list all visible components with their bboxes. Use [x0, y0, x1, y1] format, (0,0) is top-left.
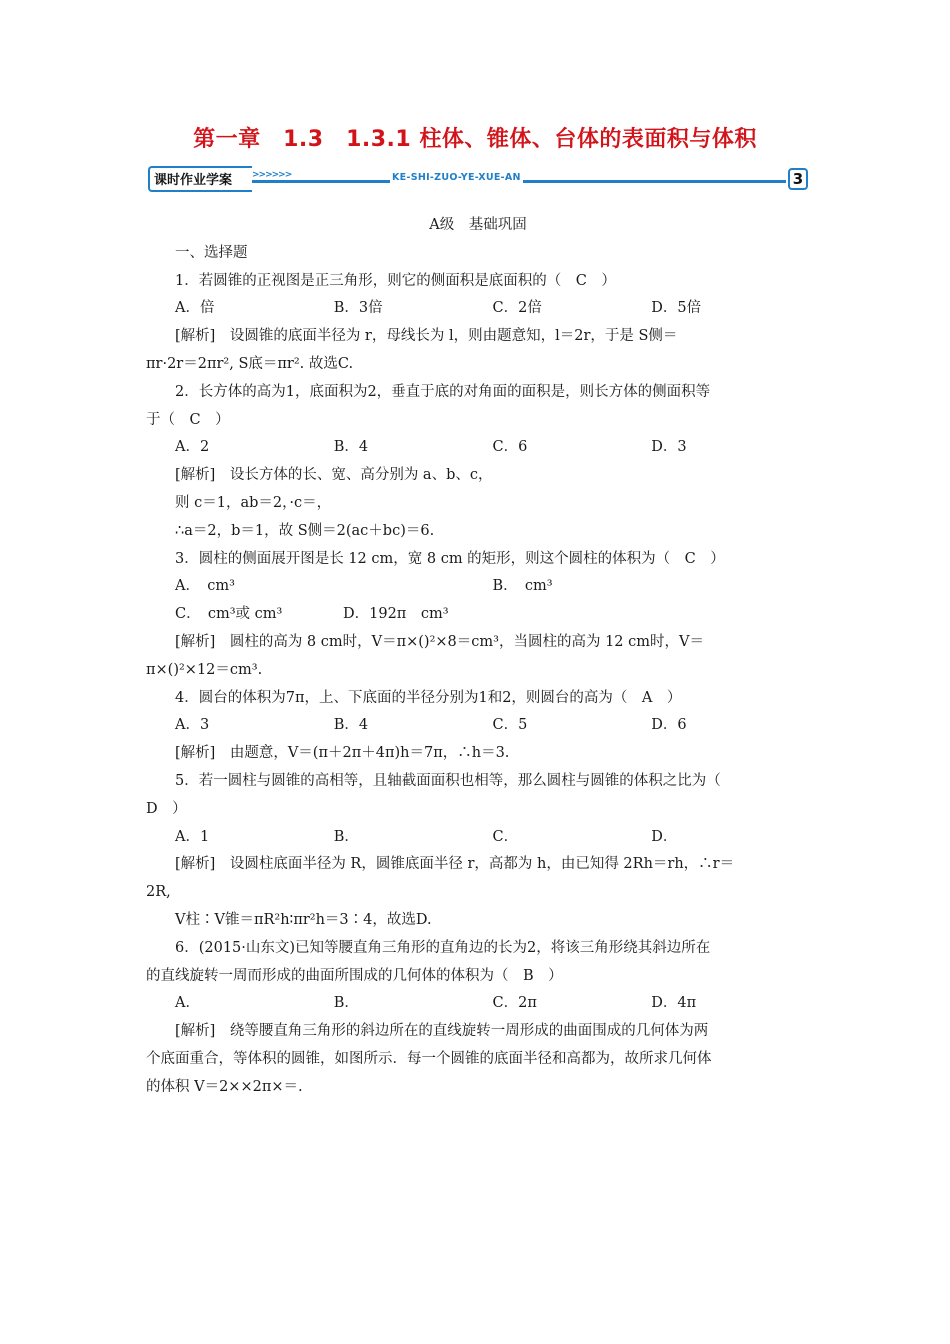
banner-number: 3: [788, 168, 808, 190]
option-c: C．2倍: [492, 300, 542, 317]
option-row: [146, 990, 810, 1018]
analysis-line: 个底面重合，等体积的圆锥，如图所示．每一个圆锥的底面半径和高都为，故所求几何体: [146, 1050, 712, 1067]
banner-arrows-icon: >>>>>>: [252, 170, 292, 180]
analysis-line: [解析] 设圆柱底面半径为 R，圆锥底面半径 r，高都为 h，由已知得 2Rh＝rh，∴r＝: [175, 856, 735, 873]
option-d: D．6: [651, 717, 687, 734]
option-row: [146, 295, 810, 323]
analysis-line: ∴a＝2，b＝1，故 S侧＝2(ac＋bc)＝6.: [175, 522, 435, 539]
option-a: A．3: [175, 717, 210, 734]
option-b: B． cm³: [492, 578, 553, 595]
question-stem: 4．圆台的体积为7π，上、下底面的半径分别为1和2，则圆台的高为（ A ）: [175, 689, 682, 706]
question-4: [146, 685, 810, 768]
question-stem: 的直线旋转一周而形成的曲面所围成的几何体的体积为（ B ）: [146, 967, 563, 984]
option-a: A．2: [175, 439, 210, 456]
question-stem: 6．(2015·山东文)已知等腰直角三角形的直角边的长为2，将该三角形绕其斜边所在: [175, 939, 711, 956]
page-title: 第一章 1.3 1.3.1 柱体、锥体、台体的表面积与体积: [193, 127, 757, 152]
analysis-line: 2R,: [146, 884, 171, 901]
option-d: D．4π: [651, 995, 697, 1012]
analysis-line: 的体积 V＝2××2π×＝.: [146, 1078, 303, 1095]
option-c: C．2π: [492, 995, 537, 1012]
question-stem: 于（ C ）: [146, 411, 230, 428]
option-row: [146, 824, 810, 852]
option-c: C．6: [492, 439, 528, 456]
analysis-line: 则 c＝1，ab＝2，·c＝，: [175, 494, 332, 511]
option-b: B．: [333, 828, 359, 845]
banner-label: 课时作业学案: [148, 166, 252, 192]
analysis-line: [解析] 绕等腰直角三角形的斜边所在的直线旋转一周形成的曲面围成的几何体为两: [175, 1023, 709, 1040]
option-c: C． cm³或 cm³: [175, 606, 283, 623]
option-a: A．1: [175, 828, 210, 845]
question-1: [146, 268, 810, 379]
analysis-line: [解析] 设长方体的长、宽、高分别为 a、b、c，: [175, 467, 493, 484]
option-d: D．192π cm³: [343, 606, 449, 623]
level-heading: A级 基础巩固: [429, 217, 527, 233]
option-d: D．: [651, 828, 678, 845]
question-stem: D ）: [146, 800, 187, 817]
option-row: [146, 573, 810, 601]
question-5: [146, 768, 810, 935]
question-3: [146, 546, 810, 685]
option-row: [146, 601, 810, 629]
option-d: D．3: [651, 439, 687, 456]
question-stem: 5．若一圆柱与圆锥的高相等，且轴截面面积也相等，那么圆柱与圆锥的体积之比为（: [175, 772, 721, 789]
analysis-line: [解析] 由题意，V＝(π＋2π＋4π)h＝7π，∴h＝3.: [175, 745, 510, 762]
option-a: A．: [175, 995, 200, 1012]
section-heading: 一、选择题: [175, 244, 248, 261]
option-c: C．5: [492, 717, 528, 734]
analysis-line: πr·2r＝2πr², S底＝πr². 故选C.: [146, 355, 354, 372]
banner-subtitle: KE-SHI-ZUO-YE-XUE-AN: [392, 172, 521, 183]
option-b: B．4: [333, 717, 369, 734]
option-b: B．3倍: [333, 300, 383, 317]
question-stem: 1．若圆锥的正视图是正三角形，则它的侧面积是底面积的（ C ）: [175, 272, 616, 289]
option-b: B．: [333, 995, 359, 1012]
question-stem: 2．长方体的高为1，底面积为2，垂直于底的对角面的面积是，则长方体的侧面积等: [175, 383, 711, 400]
option-row: [146, 434, 810, 462]
option-a: A． cm³: [175, 578, 235, 595]
section-banner: [148, 162, 810, 196]
analysis-line: [解析] 圆柱的高为 8 cm时，V＝π×()²×8＝cm³，当圆柱的高为 12 cm时，V＝: [175, 633, 704, 650]
option-a: A．倍: [175, 300, 215, 317]
analysis-line: π×()²×12＝cm³.: [146, 661, 263, 678]
option-b: B．4: [333, 439, 369, 456]
option-c: C．: [492, 828, 519, 845]
option-row: [146, 712, 810, 740]
question-6: [146, 935, 810, 1102]
analysis-line: V柱∶V锥＝πR²h∶πr²h＝3∶4，故选D.: [175, 911, 432, 928]
question-2: [146, 379, 810, 546]
analysis-line: [解析] 设圆锥的底面半径为 r，母线长为 l，则由题意知，l＝2r，于是 S侧＝: [175, 328, 678, 345]
question-stem: 3．圆柱的侧面展开图是长 12 cm，宽 8 cm 的矩形，则这个圆柱的体积为（ C ）: [175, 550, 725, 567]
document-body: [146, 212, 810, 1102]
option-d: D．5倍: [651, 300, 702, 317]
